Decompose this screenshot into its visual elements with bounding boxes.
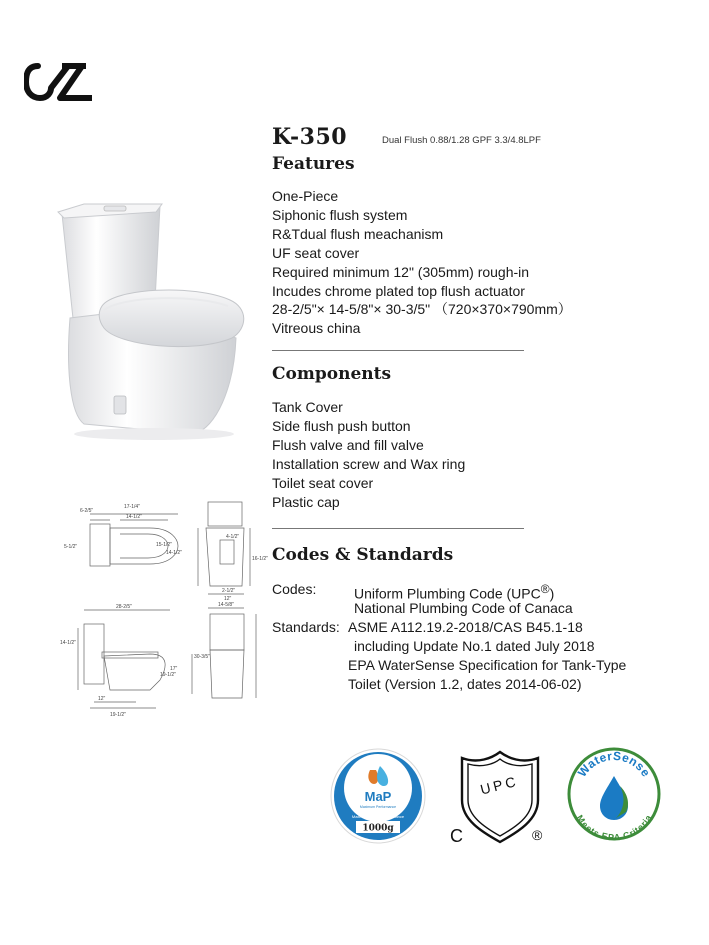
registered-mark: ® <box>540 582 550 596</box>
list-item: Incudes chrome plated top flush actuator <box>272 282 525 299</box>
list-item: Toilet seat cover <box>272 474 374 491</box>
codes-line: National Plumbing Code of Canaca <box>354 600 573 616</box>
map-certification-badge <box>330 748 426 844</box>
features-title: Features <box>272 154 355 174</box>
dim-label: 17" <box>170 666 178 672</box>
divider <box>272 528 524 529</box>
list-item: Tank Cover <box>272 399 343 415</box>
components-list <box>272 398 465 511</box>
dim-label: 2-1/2" <box>222 588 236 594</box>
dim-label: 14-1/2" <box>166 550 182 556</box>
upc-certification-mark <box>448 748 552 848</box>
features-list <box>272 187 572 338</box>
codes-line: Uniform Plumbing Code (UPC <box>354 585 541 602</box>
divider <box>272 350 524 351</box>
brand-logo <box>24 60 96 104</box>
dim-label: 6-2/5" <box>80 508 94 514</box>
dim-label: 19-1/2" <box>160 672 176 678</box>
list-item: Required minimum 12" (305mm) rough-in <box>272 263 530 280</box>
map-name: MaP <box>364 789 392 804</box>
upc-c-mark: C <box>450 826 463 846</box>
upc-registered-mark: ® <box>532 827 543 843</box>
dim-label: 12" <box>98 696 106 702</box>
standards-line: EPA WaterSense Specification for Tank-Type <box>348 657 627 673</box>
dim-label: 14-1/2" <box>60 640 76 646</box>
toilet-product-image <box>44 188 266 450</box>
list-item: Flush valve and fill valve <box>272 436 424 453</box>
standards-line: Toilet (Version 1.2, dates 2014-06-02) <box>348 676 582 692</box>
codes-line-end: ) <box>549 585 555 602</box>
watersense-badge <box>566 746 662 842</box>
standards-line: ASME A112.19.2-2018/CAS B45.1-18 <box>348 619 583 635</box>
list-item: R&Tdual flush meachanism <box>272 225 444 242</box>
list-item: Plastic cap <box>272 493 340 510</box>
watersense-title: WaterSense <box>574 748 654 780</box>
list-item: One-Piece <box>272 188 339 204</box>
technical-drawing <box>50 494 275 724</box>
list-item: Side flush push button <box>272 417 411 434</box>
dim-label: 19-1/2" <box>110 712 126 718</box>
map-tagline: Maximum Performance <box>359 805 397 809</box>
dim-label: 5-1/2" <box>64 544 78 550</box>
dim-label: 16-1/2" <box>252 556 268 562</box>
dim-label: 17-1/4" <box>124 504 140 510</box>
dim-label: 4-1/2" <box>226 534 240 540</box>
model-number: K-350 <box>272 124 348 150</box>
dim-label: 14-1/2" <box>126 514 142 520</box>
codes-label: Codes: <box>272 581 317 597</box>
codes-title: Codes & Standards <box>272 545 454 565</box>
standards-line: including Update No.1 dated July 2018 <box>354 638 595 654</box>
dim-label: 15-1/2" <box>156 542 172 548</box>
list-item: Siphonic flush system <box>272 206 408 223</box>
components-title: Components <box>272 364 392 384</box>
dim-label: 12" <box>224 596 232 602</box>
list-item: 28-2/5"× 14-5/8"× 30-3/5" （720×370×790mm） <box>272 301 572 318</box>
list-item: UF seat cover <box>272 244 360 261</box>
upc-text: UPC <box>478 772 520 798</box>
map-flush-text: Maximum Flush Performance <box>351 814 405 819</box>
dim-label: 14-5/8" <box>218 602 234 608</box>
list-item: Installation screw and Wax ring <box>272 455 466 472</box>
model-subtitle: Dual Flush 0.88/1.28 GPF 3.3/4.8LPF <box>382 135 541 146</box>
dim-label: 28-2/5" <box>116 604 132 610</box>
dim-label: 30-3/5" <box>194 654 210 660</box>
list-item: Vitreous china <box>272 320 361 337</box>
standards-label: Standards: <box>272 619 340 635</box>
watersense-subtitle: Meets EPA Criteria <box>574 813 654 842</box>
map-grams: 1000g <box>362 823 394 834</box>
